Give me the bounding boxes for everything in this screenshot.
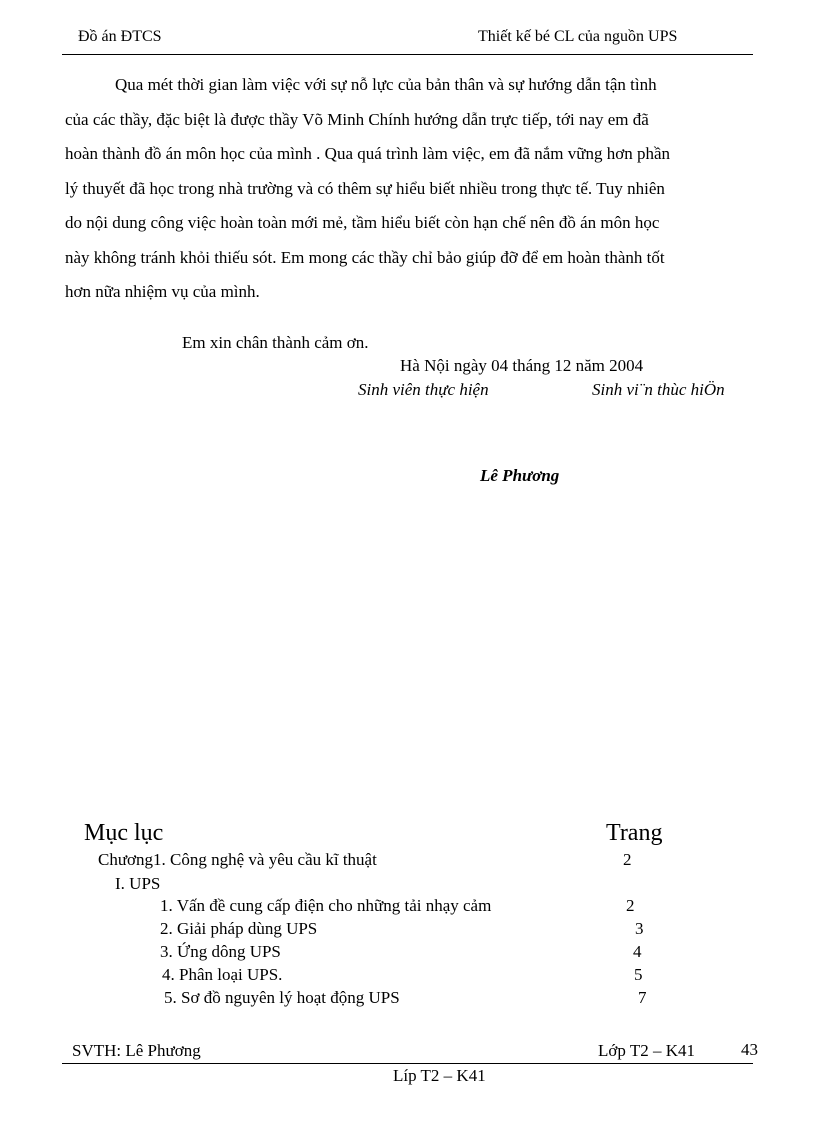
body-line: do nội dung công việc hoàn toàn mới mẻ, tầm hiểu biết còn hạn chế nên đồ án môn học	[65, 213, 660, 232]
footer-rule	[62, 1063, 753, 1064]
body-paragraph	[65, 68, 735, 310]
page-number: 43	[741, 1040, 758, 1059]
toc-entry-page: 5	[634, 965, 643, 984]
toc-entry-label: I. UPS	[115, 874, 161, 893]
header-rule	[62, 54, 753, 55]
body-line: hơn nữa nhiệm vụ của mình.	[65, 282, 260, 301]
signature-name: Lê Phương	[480, 466, 560, 485]
closing-date: Hà Nội ngày 04 tháng 12 năm 2004	[400, 356, 644, 375]
toc-entry-label: 3. Ứng dông UPS	[160, 942, 281, 961]
toc-entry-page: 2	[626, 896, 635, 915]
toc-entry-page: 3	[635, 919, 644, 938]
footer-class: Lớp T2 – K41	[598, 1041, 695, 1060]
closing-thanks: Em xin chân thành cảm ơn.	[182, 333, 369, 352]
closing-role: Sinh viên thực hiện	[358, 380, 489, 399]
toc-entry-page: 2	[623, 850, 632, 869]
closing-role-garbled: Sinh vi¨n thùc hiÖn	[592, 380, 725, 399]
header-right: Thiết kế bé CL của nguồn UPS	[478, 28, 678, 45]
toc-entry-page: 4	[633, 942, 642, 961]
footer-student: SVTH: Lê Phương	[72, 1041, 201, 1060]
toc-entry-label: 1. Vấn đề cung cấp điện cho những tải nhạy cảm	[160, 896, 492, 915]
body-line: này không tránh khỏi thiếu sót. Em mong các thầy chỉ bảo giúp đỡ để em hoàn thành tốt	[65, 247, 665, 267]
header-left: Đồ án ĐTCS	[78, 28, 162, 45]
toc-entry-label: Chương1. Công nghệ và yêu cầu kĩ thuật	[98, 850, 377, 869]
toc-title: Mục lục	[84, 820, 164, 846]
toc-entry-label: 2. Giải pháp dùng UPS	[160, 919, 318, 938]
footer-bottom-class: Líp T2 – K41	[393, 1066, 486, 1085]
body-line: Qua mét thời gian làm việc với sự nỗ lực của bản thân và sự hướng dẫn tận tình	[115, 75, 657, 94]
body-line: của các thầy, đặc biệt là được thầy Võ Minh Chính hướng dẫn trực tiếp, tới nay em đã	[65, 109, 649, 129]
toc-page-header: Trang	[606, 820, 663, 846]
toc-entry-page: 7	[638, 988, 647, 1007]
toc-entry-label: 5. Sơ đồ nguyên lý hoạt động UPS	[164, 988, 400, 1007]
body-line: hoàn thành đồ án môn học của mình . Qua quá trình làm việc, em đã nắm vững hơn phần	[65, 144, 671, 163]
body-line: lý thuyết đã học trong nhà trường và có thêm sự hiểu biết nhiều trong thực tế. Tuy nhiên	[65, 178, 665, 198]
toc-entry-label: 4. Phân loại UPS.	[162, 965, 283, 984]
